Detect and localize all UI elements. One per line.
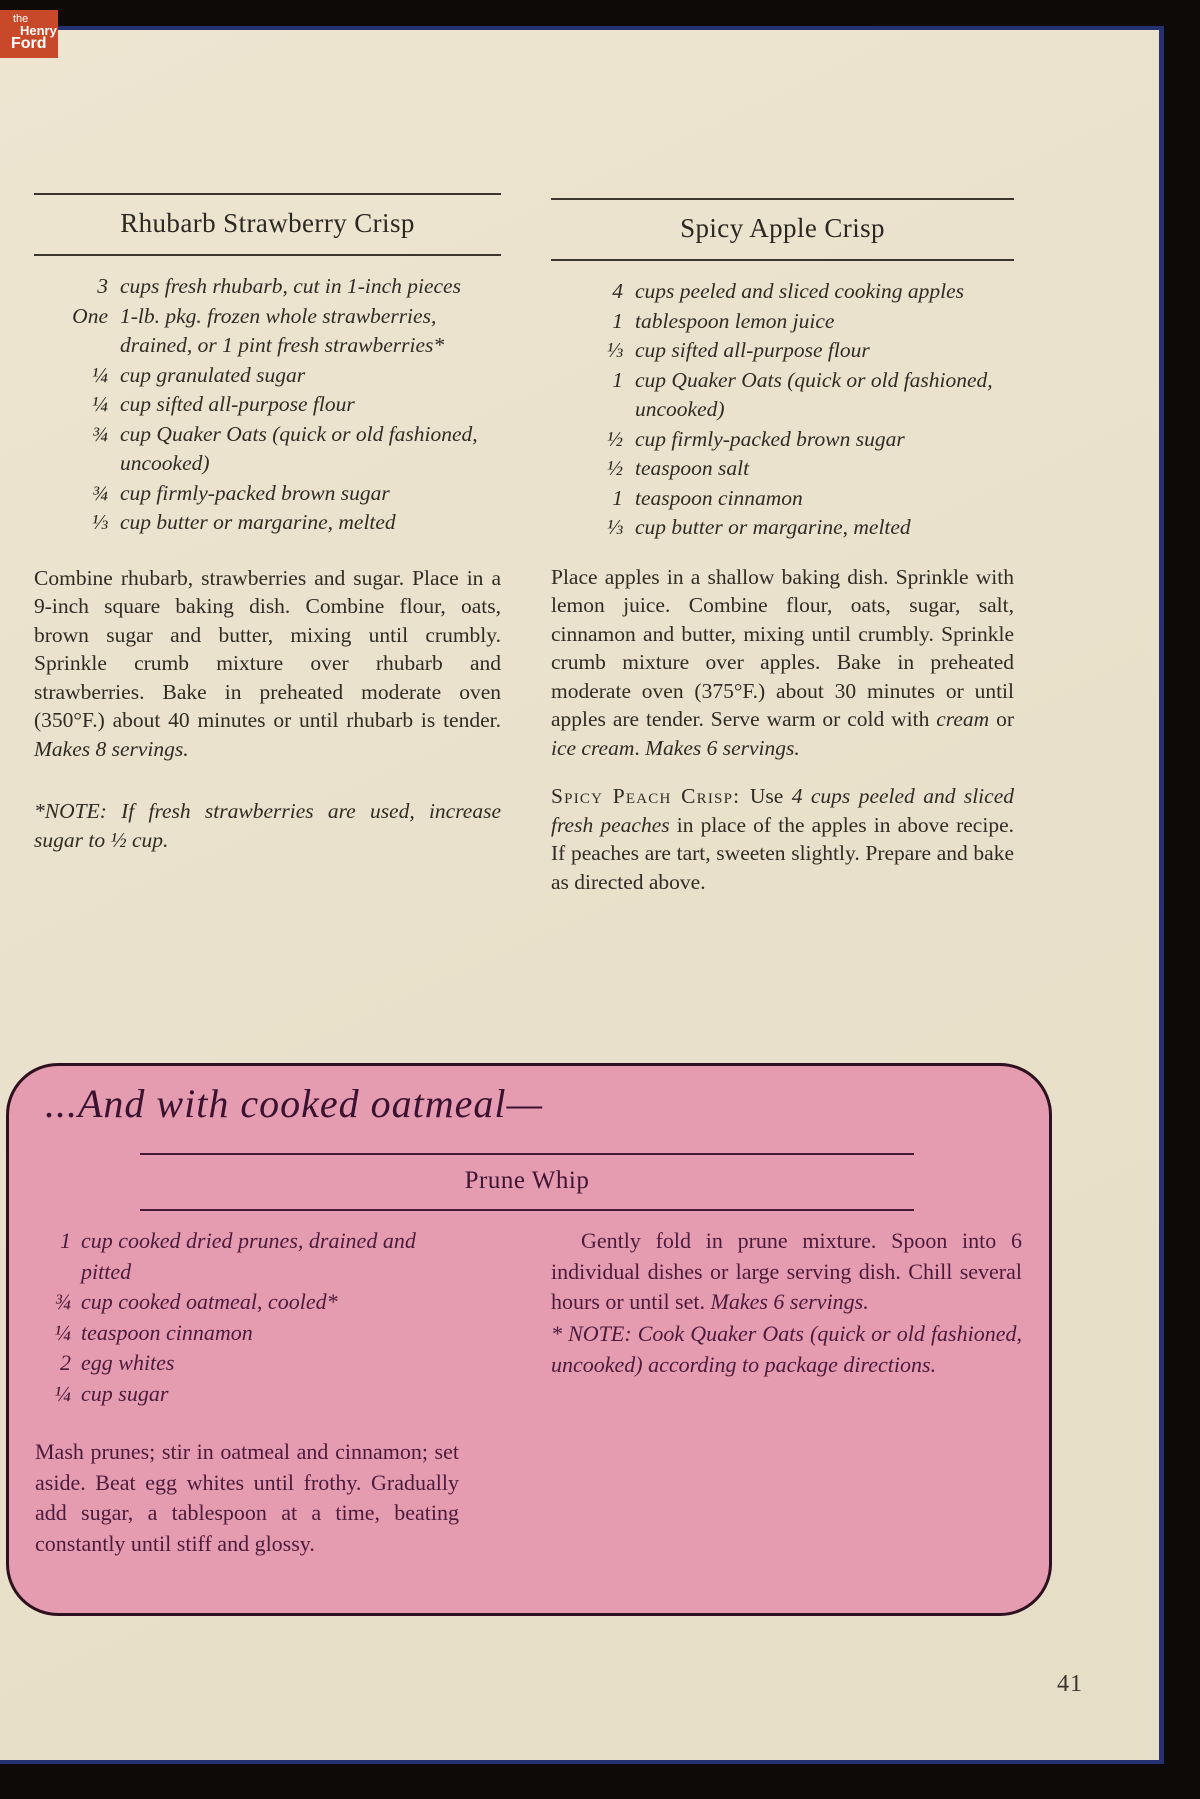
ingredient-row bbox=[34, 420, 501, 479]
prune-whip-title-block bbox=[140, 1153, 914, 1211]
recipe-title-apple: Spicy Apple Crisp bbox=[551, 198, 1014, 261]
ingredient-row bbox=[35, 1226, 459, 1287]
ingredient-row bbox=[551, 277, 1014, 307]
prune-whip-left-column bbox=[35, 1226, 459, 1559]
ingredient-list-prune-whip bbox=[35, 1226, 459, 1409]
ingredient-row bbox=[551, 307, 1014, 337]
ingredient-quantity: ¾ bbox=[54, 1289, 71, 1314]
note-paragraph-rhubarb: *NOTE: If fresh strawberries are used, increase sugar to ½ cup. bbox=[34, 799, 501, 852]
ingredient-row bbox=[551, 513, 1014, 543]
ingredient-quantity: 3 bbox=[97, 274, 108, 298]
ingredient-row bbox=[34, 479, 501, 509]
directions-paragraph-prune-right: Gently fold in prune mixture. Spoon into 6 individual dishes or large serving dish. Chill several hours or until set. Makes 6 servings. bbox=[551, 1228, 1022, 1314]
ingredient-text: cup butter or margarine, melted bbox=[635, 515, 911, 539]
ingredient-list-rhubarb bbox=[34, 272, 501, 538]
ingredient-quantity: 1 bbox=[612, 485, 623, 510]
directions-paragraph-apple: Place apples in a shallow baking dish. Sprinkle with lemon juice. Combine flour, oats, sugar, salt, cinnamon and butter, mixing until crumbly. Sprinkle crumb mixture over apples. Bake in preheated moderate oven (375°F.) about 30 minutes or until apples are tender. Serve warm or cold with cream or ice cream. Makes 6 servings. bbox=[551, 564, 1014, 760]
ingredient-text: egg whites bbox=[81, 1350, 175, 1375]
ingredient-row bbox=[35, 1348, 459, 1379]
ingredient-row bbox=[551, 454, 1014, 484]
ingredient-quantity: 1 bbox=[60, 1228, 71, 1253]
ingredient-text: teaspoon salt bbox=[635, 456, 750, 480]
ingredient-row bbox=[551, 484, 1014, 514]
ingredient-quantity: ¼ bbox=[54, 1319, 71, 1345]
ingredient-text: cup Quaker Oats (quick or old fashioned, uncooked) bbox=[635, 367, 993, 421]
recipe-rhubarb-strawberry-crisp bbox=[34, 193, 501, 855]
directions-paragraph-prune-left: Mash prunes; stir in oatmeal and cinnamon; set aside. Beat egg whites until frothy. Gradually add sugar, a tablespoon at a time, beating constantly until stiff and glossy. bbox=[35, 1439, 459, 1556]
variation-paragraph-peach: Spicy Peach Crisp: Use 4 cups peeled and sliced fresh peaches in place of the apples in above recipe. If peaches are tart, sweeten slightly. Prepare and bake as directed above. bbox=[551, 784, 1014, 894]
prune-whip-title: Prune Whip bbox=[464, 1167, 590, 1194]
ingredient-text: cups peeled and sliced cooking apples bbox=[635, 279, 964, 303]
logo-text-the: the bbox=[13, 13, 29, 25]
ingredient-list-apple bbox=[551, 277, 1014, 543]
ingredient-text: cup firmly-packed brown sugar bbox=[635, 426, 905, 451]
ingredient-quantity: ¾ bbox=[91, 480, 108, 505]
ingredient-row bbox=[34, 390, 501, 420]
ingredient-quantity: 1 bbox=[612, 367, 623, 392]
note-paragraph-prune: * NOTE: Cook Quaker Oats (quick or old fashioned, uncooked) according to package directions. bbox=[551, 1320, 1022, 1377]
ingredient-text: cup butter or margarine, melted bbox=[120, 510, 396, 534]
ingredient-row bbox=[35, 1379, 459, 1410]
section-heading: ...And with cooked oatmeal— bbox=[45, 1081, 544, 1126]
ingredient-quantity: 4 bbox=[612, 279, 623, 303]
ingredient-row bbox=[35, 1318, 459, 1349]
ingredient-text: cup cooked dried prunes, drained and pitted bbox=[81, 1228, 416, 1284]
ingredient-text: teaspoon cinnamon bbox=[81, 1319, 253, 1345]
recipe-spicy-apple-crisp bbox=[551, 198, 1014, 896]
ingredient-text: cup cooked oatmeal, cooled* bbox=[81, 1289, 338, 1314]
prune-whip-panel bbox=[6, 1063, 1052, 1616]
ingredient-row bbox=[34, 302, 501, 361]
ingredient-row bbox=[35, 1287, 459, 1318]
ingredient-text: cup Quaker Oats (quick or old fashioned, uncooked) bbox=[120, 421, 478, 475]
ingredient-quantity: ¼ bbox=[91, 392, 108, 416]
ingredient-quantity: ¼ bbox=[91, 362, 108, 387]
ingredient-row bbox=[551, 425, 1014, 455]
ingredient-row bbox=[34, 508, 501, 538]
recipe-title-rhubarb: Rhubarb Strawberry Crisp bbox=[34, 193, 501, 256]
ingredient-quantity: ⅓ bbox=[606, 515, 623, 539]
ingredient-text: cup firmly-packed brown sugar bbox=[120, 480, 390, 505]
ingredient-text: cups fresh rhubarb, cut in 1-inch pieces bbox=[120, 274, 461, 298]
henry-ford-logo bbox=[0, 10, 58, 58]
ingredient-text: cup granulated sugar bbox=[120, 362, 306, 387]
ingredient-text: teaspoon cinnamon bbox=[635, 485, 803, 510]
ingredient-text: cup sugar bbox=[81, 1380, 169, 1406]
ingredient-quantity: 1 bbox=[612, 308, 623, 333]
prune-whip-right-column bbox=[551, 1226, 1022, 1380]
ingredient-quantity: ¾ bbox=[91, 421, 108, 446]
ingredient-text: cup sifted all-purpose flour bbox=[635, 338, 870, 362]
directions-paragraph-rhubarb: Combine rhubarb, strawberries and sugar. Place in a 9-inch square baking dish. Combine flour, oats, brown sugar and butter, mixing until crumbly. Sprinkle crumb mixture over rhubarb and strawberries. Bake in preheated moderate oven (350°F.) about 40 minutes or until rhubarb is tender. Makes 8 servings. bbox=[34, 565, 501, 761]
ingredient-row bbox=[551, 366, 1014, 425]
page-number: 41 bbox=[1057, 1671, 1083, 1697]
ingredient-row bbox=[34, 272, 501, 302]
ingredient-row bbox=[34, 361, 501, 391]
ingredient-text: cup sifted all-purpose flour bbox=[120, 392, 355, 416]
ingredient-quantity: ½ bbox=[606, 456, 623, 480]
ingredient-row bbox=[551, 336, 1014, 366]
ingredient-quantity: ½ bbox=[606, 426, 623, 451]
ingredient-text: tablespoon lemon juice bbox=[635, 308, 835, 333]
logo-text-ford: Ford bbox=[11, 35, 47, 52]
ingredient-text: 1-lb. pkg. frozen whole strawberries, drained, or 1 pint fresh strawberries* bbox=[120, 303, 445, 357]
ingredient-quantity: 2 bbox=[60, 1350, 71, 1375]
ingredient-quantity: ¼ bbox=[54, 1380, 71, 1406]
logo-text-henry: Henry bbox=[20, 23, 57, 38]
ingredient-quantity: ⅓ bbox=[91, 510, 108, 534]
cookbook-page bbox=[0, 23, 1164, 1764]
ingredient-quantity: One bbox=[72, 303, 108, 328]
ingredient-quantity: ⅓ bbox=[606, 338, 623, 362]
